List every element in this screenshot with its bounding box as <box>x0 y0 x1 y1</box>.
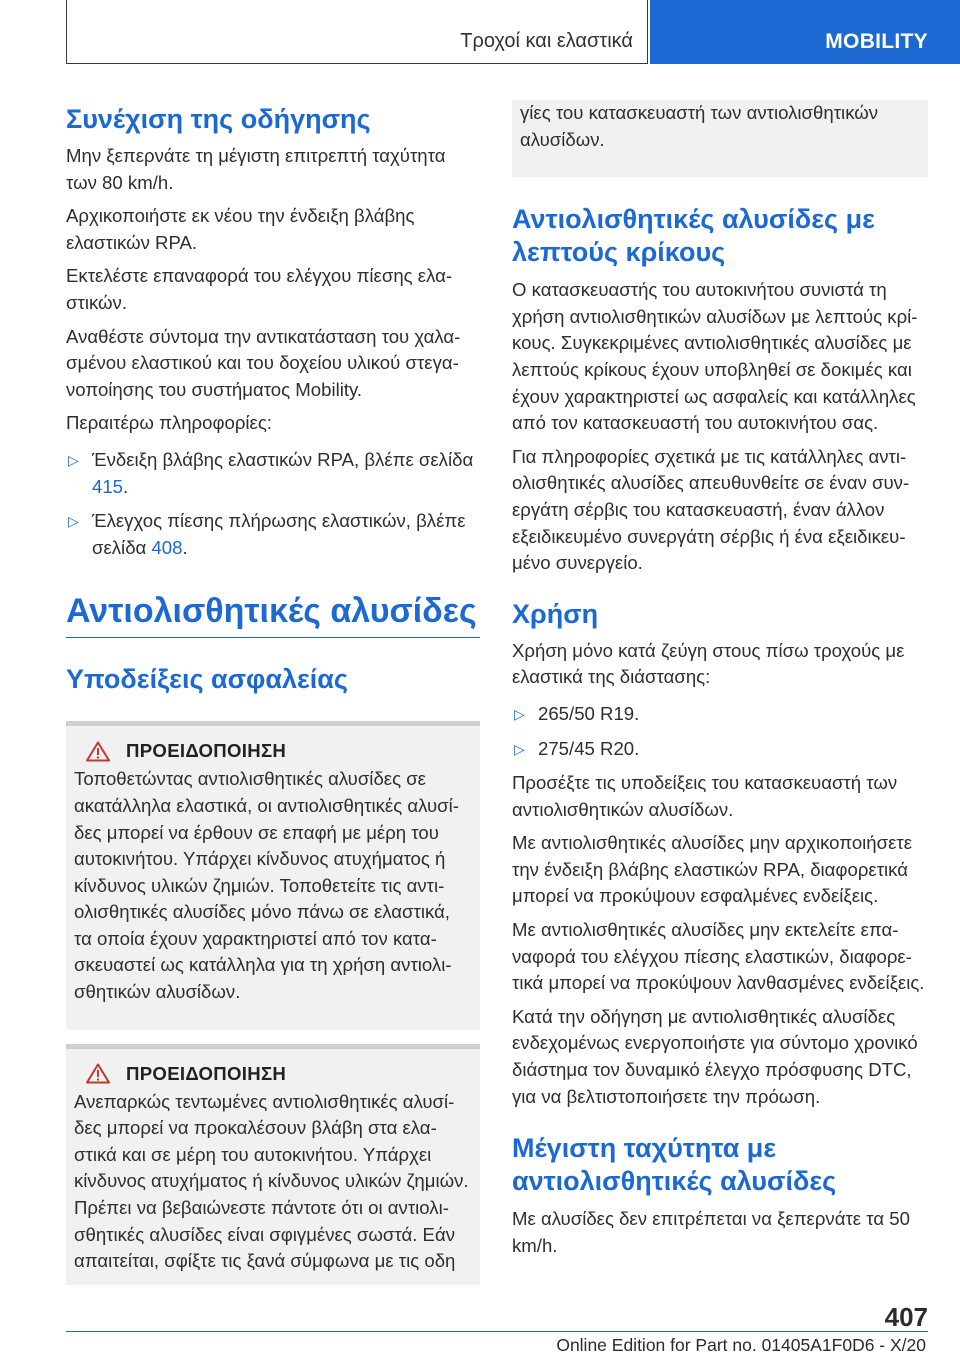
warning-text-continued: γίες του κατασκευαστή των αντιολισθητικών αλυσίδων. <box>520 102 879 150</box>
section-tab[interactable] <box>650 0 960 64</box>
list-item: ▷ 265/50 R19. <box>512 701 928 728</box>
section-label: MOBILITY <box>825 30 928 53</box>
list-item: ▷ Έλεγχος πίεσης πλήρωσης ελαστικών, βλέπε σελίδα 408. <box>68 510 466 558</box>
paragraph: Για πληροφορίες σχετικά με τις κατάλληλες αντιολισθητικές αλυσίδες απευθυνθείτε σε έναν συνεργάτη σέρβις του κατασκευαστή, έναν άλλον εξειδικευμένο συνεργάτη σέρβις ή ένα εξειδικευμένο συνεργείο. <box>512 445 910 574</box>
page-link-415[interactable]: 415 <box>92 475 124 497</box>
heading-snow-chains: Αντιολισθητικές αλυσίδες <box>66 592 477 631</box>
left-column <box>66 104 480 1285</box>
warning-label: ΠΡΟΕΙΔΟΠΟΙΗΣΗ <box>126 740 287 762</box>
heading-usage: Χρήση <box>512 598 599 629</box>
warning-text: Ανεπαρκώς τεντωμένες αντιολισθητικές αλυσίδες μπορεί να προκαλέσουν βλάβη στα ελαστικά και σε μέρη του αυτοκινήτου. Υπάρχει κίνδυνος ατυχήματος ή κίνδυνος υλικών ζημιών. Πρέπει να βεβαιώνεστε πάντοτε ότι οι αντιολισθητικές αλυσίδες είναι σφιγμένες σωστά. Εάν απαιτείται, σφίξτε τις ξανά σύμφωνα με τις οδη <box>74 1090 469 1272</box>
more-info-list <box>66 447 480 561</box>
paragraph: Με αντιολισθητικές αλυσίδες μην αρχικοποιήσετε την ένδειξη βλάβης ελαστικών RPA, διαφορετικά μπορεί να προκύψουν εσφαλμένες ενδείξεις. <box>512 832 913 907</box>
chapter-title: Τροχοί και ελαστικά <box>460 30 633 52</box>
warning-header <box>86 740 472 762</box>
heading-thin-link-chains: Αντιολισθητικές αλυσίδες με λεπτούς κρίκους <box>512 204 875 268</box>
warning-triangle-icon <box>86 741 110 762</box>
paragraph: Περαιτέρω πληροφορίες: <box>66 412 272 434</box>
tire-size-list <box>512 701 928 762</box>
bullet-triangle-icon: ▷ <box>68 513 79 530</box>
warning-box <box>66 1044 480 1285</box>
paragraph: Χρήση μόνο κατά ζεύγη στους πίσω τροχούς με ελαστικά της διάστασης: <box>512 639 905 688</box>
warning-label: ΠΡΟΕΙΔΟΠΟΙΗΣΗ <box>126 1062 287 1084</box>
bullet-triangle-icon: ▷ <box>68 451 79 468</box>
heading-continue-driving: Συνέχιση της οδήγησης <box>66 104 371 134</box>
warning-box <box>66 721 480 1029</box>
header-chapter-box <box>66 0 648 64</box>
paragraph: Προσέξτε τις υποδείξεις του κατασκευαστή των αντιολισθητικών αλυσίδων. <box>512 772 898 820</box>
bullet-triangle-icon: ▷ <box>514 740 525 757</box>
footer-divider <box>66 1331 928 1332</box>
paragraph: Κατά την οδήγηση με αντιολισθητικές αλυσίδες ενδεχομένως ενεργοποιήστε για σύντομο χρονικό διάστημα τον δυναμικό έλεγχο πρόσφυσης DTC, για να βελτιστοποιήσετε την πρόωση. <box>512 1005 918 1107</box>
paragraph: Εκτελέστε επαναφορά του ελέγχου πίεσης ελαστικών. <box>66 265 453 313</box>
warning-text: Τοποθετώντας αντιολισθητικές αλυσίδες σε ακατάλληλα ελαστικά, οι αντιολισθητικές αλυσίδες μπορεί να έρθουν σε επαφή με μέρη του αυτοκινήτου. Υπάρχει κίνδυνος ατυχήματος ή κίνδυνος υλικών ζημιών. Τοποθετείτε τις αντιολισθητικές αλυσίδες μόνο πάνω σε ελαστικά, τα οποία έχουν χαρακτηριστεί από τον κατασκευαστεί ως κατάλληλα για τη χρήση αντιολισθητικών αλυσίδων. <box>74 768 459 1003</box>
paragraph: Με αντιολισθητικές αλυσίδες μην εκτελείτε επαναφορά του ελέγχου πίεσης ελαστικών, διαφορετικά μπορεί να προκύψουν λανθασμένες ενδείξεις. <box>512 919 925 994</box>
paragraph: Ο κατασκευαστής του αυτοκινήτου συνιστά τη χρήση αντιολισθητικών αλυσίδων με λεπτούς κρίκους. Συγκεκριμένες αντιολισθητικές αλυσίδες με λεπτούς κρίκους έχουν υποβληθεί σε δοκιμές και έχουν χαρακτηριστεί ως ασφαλείς και κατάλληλες από τον κατασκευαστή του αυτοκινήτου σας. <box>512 279 918 434</box>
warning-header <box>86 1063 472 1085</box>
heading-safety-notes: Υποδείξεις ασφαλείας <box>66 664 348 695</box>
warning-triangle-icon <box>86 1063 110 1084</box>
paragraph: Μην ξεπερνάτε τη μέγιστη επιτρεπτή ταχύτητα των 80 km/h. <box>66 145 446 193</box>
paragraph: Αναθέστε σύντομα την αντικατάσταση του χαλασμένου ελαστικού και του δοχείου υλικού στεγανοποίησης του συστήματος Mobility. <box>66 325 461 400</box>
bullet-triangle-icon: ▷ <box>514 705 525 722</box>
list-item: ▷ 275/45 R20. <box>512 736 928 763</box>
page-link-408[interactable]: 408 <box>151 536 183 558</box>
paragraph: Αρχικοποιήστε εκ νέου την ένδειξη βλάβης ελαστικών RPA. <box>66 205 415 253</box>
right-column <box>512 104 928 1266</box>
list-item: ▷ Ένδειξη βλάβης ελαστικών RPA, βλέπε σελίδα 415. <box>68 448 474 497</box>
edition-text: Online Edition for Part no. 01405A1F0D6 - X/20 <box>556 1335 926 1355</box>
page-number: 407 <box>884 1302 928 1332</box>
paragraph: Με αλυσίδες δεν επιτρέπεται να ξεπερνάτε τα 50 km/h. <box>512 1208 910 1256</box>
warning-continuation-box <box>512 100 928 177</box>
chapter-heading-block <box>66 591 480 638</box>
heading-max-speed: Μέγιστη ταχύτητα με αντιολισθητικές αλυσίδες <box>512 1133 837 1197</box>
